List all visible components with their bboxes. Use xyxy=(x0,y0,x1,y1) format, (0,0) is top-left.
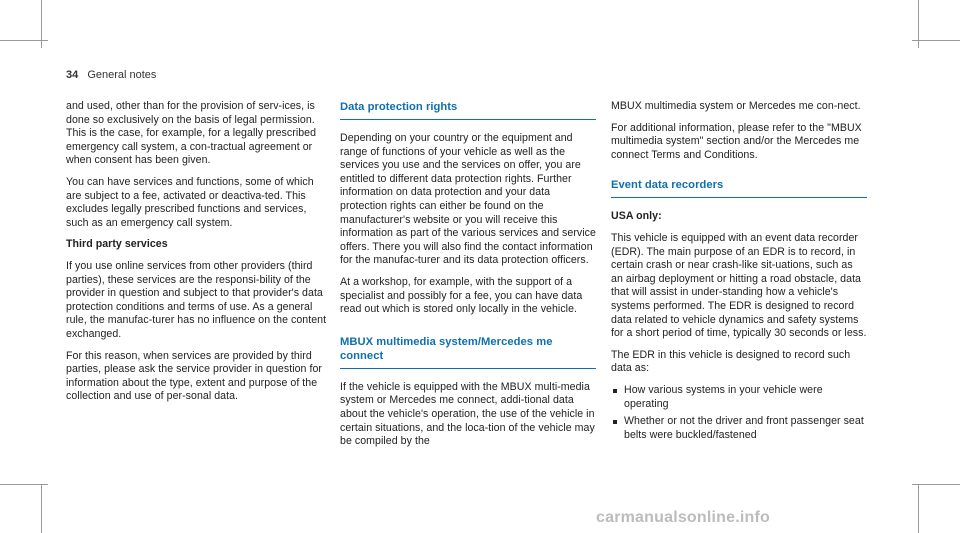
section-heading-mbux: MBUX multimedia system/Mercedes me connect xyxy=(340,335,596,369)
bullet-list xyxy=(611,384,867,442)
paragraph: This vehicle is equipped with an event data recorder (EDR). The main purpose of an EDR is to record, in certain crash or near crash-like sit-uations, such as an airbag deployment or hitting a road obstacle, data that will assist in under-standing how a vehicle's systems performed. The EDR is designed to record data related to vehicle dynamics and safety systems for a short period of time, typically 30 seconds or less. xyxy=(611,231,867,340)
page-header xyxy=(66,69,156,81)
section-heading-event-data: Event data recorders xyxy=(611,178,867,198)
paragraph: If the vehicle is equipped with the MBUX multi-media system or Mercedes me connect, addi-tional data about the vehicle's operation, the use of the vehicle in certain situations, and the loca-tion of the vehicle may be compiled by the xyxy=(340,380,595,448)
crop-mark xyxy=(912,40,960,41)
crop-mark xyxy=(918,484,919,533)
paragraph: For this reason, when services are provided by third parties, please ask the service provider in question for information about the type, extent and purpose of the collection and use of per-sonal data. xyxy=(66,349,323,403)
paragraph: At a workshop, for example, with the support of a specialist and possibly for a fee, you can have data read out which is stored only locally in the vehicle. xyxy=(340,275,583,316)
paragraph: You can have services and functions, some of which are subject to a fee, activated or deactiva-ted. This excludes legally prescribed functions and services, such as an emergency call system. xyxy=(66,175,314,229)
crop-mark xyxy=(912,484,960,485)
page-number: 34 xyxy=(66,69,79,81)
section-heading-data-protection: Data protection rights xyxy=(340,100,596,120)
crop-mark xyxy=(0,484,48,485)
paragraph: If you use online services from other providers (third parties), these services are the responsi-bility of the provider in question and subject to that provider's data protection conditions and terms of use. As a general rule, the manufac-turer has no influence on the content exchanged. xyxy=(66,259,327,340)
subheading-third-party: Third party services xyxy=(66,238,168,251)
paragraph: Depending on your country or the equipment and range of functions of your vehicle as well as the services you use and the services on offer, you are entitled to different data protection rights. Further information on data protection and your data protection rights can either be found on the manufacturer's website or you will receive this information as part of the various services and service offers. There you will also find the contact information for the manufac-turer and its data protection officers. xyxy=(340,132,596,267)
paragraph: MBUX multimedia system or Mercedes me con-nect. xyxy=(611,100,861,112)
column-middle xyxy=(340,100,596,457)
crop-mark xyxy=(0,40,48,41)
list-item: Whether or not the driver and front passenger seat belts were buckled/fastened xyxy=(611,415,867,442)
paragraph: For additional information, please refer to the "MBUX multimedia system" section and/or the Mercedes me connect Terms and Conditions. xyxy=(611,121,862,161)
column-left xyxy=(66,100,328,412)
crop-mark xyxy=(41,484,42,533)
paragraph: The EDR in this vehicle is designed to record such data as: xyxy=(611,348,851,375)
watermark: carmanualsonline.info xyxy=(596,509,771,526)
column-right xyxy=(611,100,867,446)
subheading-usa-only: USA only: xyxy=(611,210,662,223)
page-title: General notes xyxy=(87,69,157,81)
list-item: How various systems in your vehicle were operating xyxy=(611,384,867,411)
paragraph: and used, other than for the provision of serv-ices, is done so exclusively on the basis of legal permission. This is the case, for example, for a legally prescribed emergency call system, a con-tractual agreement or when consent has been given. xyxy=(66,100,317,167)
